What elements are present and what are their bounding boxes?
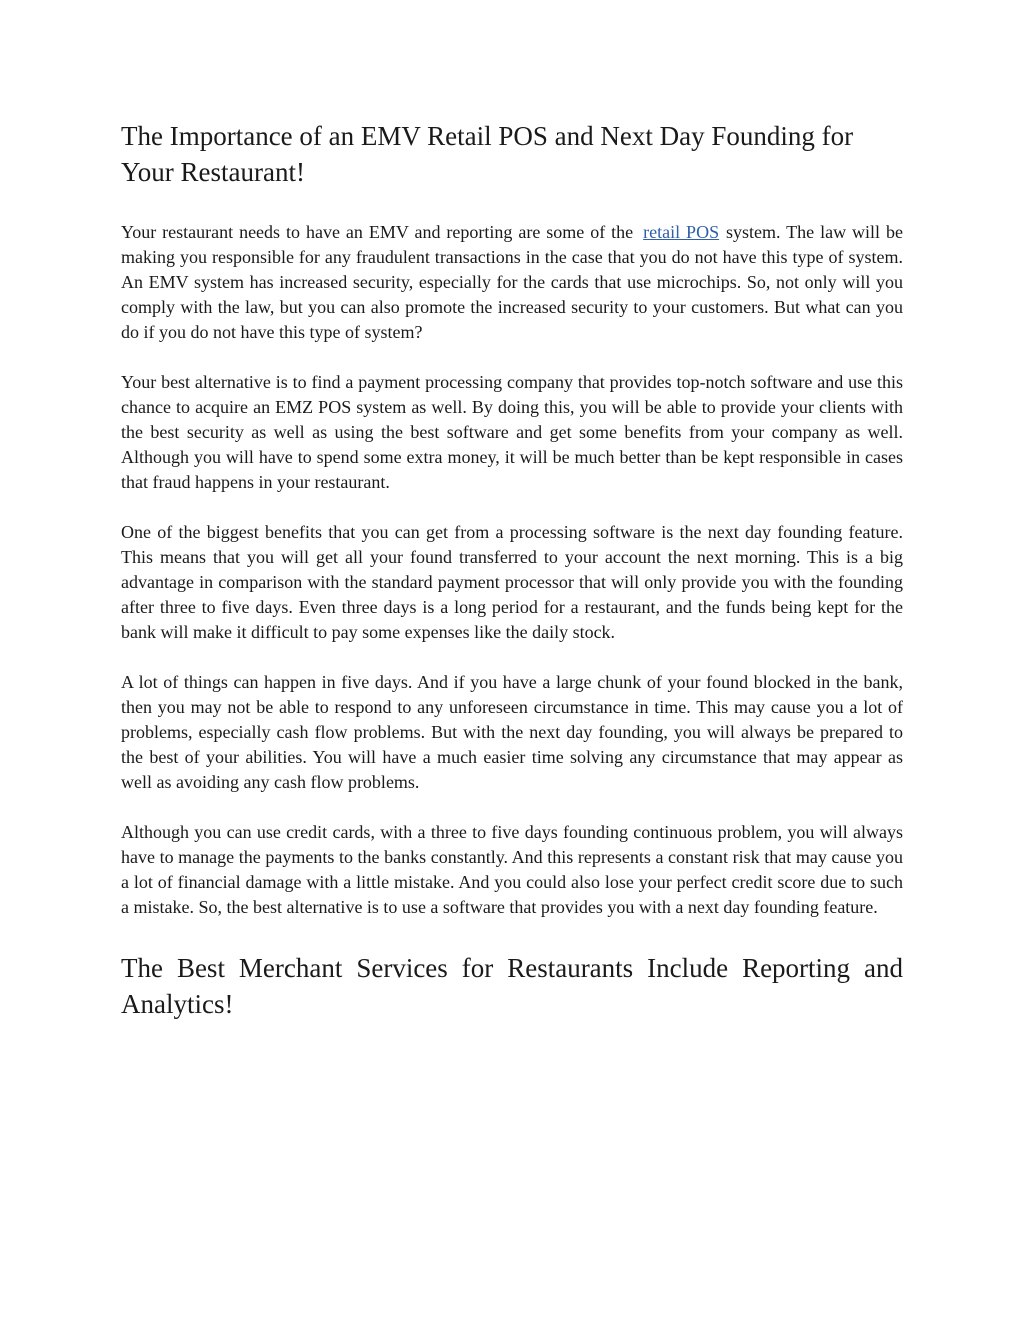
paragraph-text: system. The law will be making you responsible for any fraudulent transactions in the case that you do not have this type of system. An EMV system has increased security, especially for the cards that use microchips. So, not only will you comply with the law, but you can also promote the increased security to your customers. But what can you do if you do not have this type of system? xyxy=(121,222,903,342)
document-title: The Importance of an EMV Retail POS and Next Day Founding for Your Restaurant! xyxy=(121,121,854,187)
paragraph-credit-cards: Although you can use credit cards, with a three to five days founding continuous problem, you will always have to manage the payments to the banks constantly. And this represents a constant risk that may cause you a lot of financial damage with a little mistake. And you could also lose your perfect credit score due to such a mistake. So, the best alternative is to use a software that provides you with a next day founding feature. xyxy=(121,822,903,917)
section-heading: The Best Merchant Services for Restaurants Include Reporting and Analytics! xyxy=(121,953,903,1019)
paragraph-text: Your restaurant needs to have an EMV and reporting are some of the xyxy=(121,222,640,242)
document-page xyxy=(121,118,903,1022)
paragraph-emv-intro xyxy=(121,220,903,345)
paragraph-next-day-founding: One of the biggest benefits that you can get from a processing software is the next day founding feature. This means that you will get all your found transferred to your account the next morning. This is a big advantage in comparison with the standard payment processor that will only provide you with the founding after three to five days. Even three days is a long period for a restaurant, and the funds being kept for the bank will make it difficult to pay some expenses like the daily stock. xyxy=(121,522,903,642)
retail-pos-link[interactable]: retail POS xyxy=(643,222,720,242)
paragraph-five-days: A lot of things can happen in five days. And if you have a large chunk of your found blocked in the bank, then you may not be able to respond to any unforeseen circumstance in time. This may cause you a lot of problems, especially cash flow problems. But with the next day founding, you will always be prepared to the best of your abilities. You will have a much easier time solving any circumstance that may appear as well as avoiding any cash flow problems. xyxy=(121,672,903,792)
paragraph-best-alternative: Your best alternative is to find a payment processing company that provides top-notch software and use this chance to acquire an EMZ POS system as well. By doing this, you will be able to provide your clients with the best security as well as using the best software and get some benefits from your company as well. Although you will have to spend some extra money, it will be much better than be kept responsible in cases that fraud happens in your restaurant. xyxy=(121,372,903,492)
